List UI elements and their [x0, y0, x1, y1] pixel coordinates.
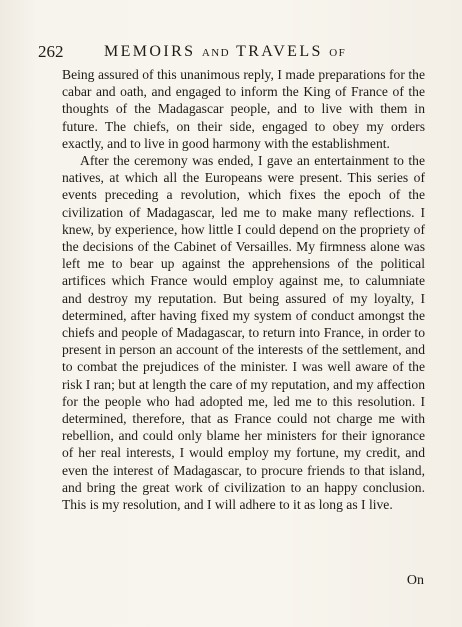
title-word-travels: TRAVELS	[236, 43, 323, 60]
paragraph-2: After the ceremony was ended, I gave an entertainment to the natives, at which all the Europeans were present. This series of events preceding a revolution, which fixes the epoch of the civilization of Madagascar, led me to make many reflections. I knew, by experience, how little I could depend on the propriety of the decisions of the Cabinet of Versailles. My firmness alone was left me to bear up against the apprehensions of the political artifices which France would employ against me, to calumniate and destroy my reputation. But being assured of my loyalty, I determined, after having fixed my system of conduct amongst the chiefs and people of Madagascar, to return into France, in order to present in person an account of the interests of the settlement, and to combat the prejudices of the minister. I was well aware of the risk I ran; but at length the care of my reputation, and my affection for the people who had adopted me, led me to this resolution. I determined, therefore, that as France could not charge me with rebellion, and could only blame her ministers for their ignorance of her real interests, I would employ my fortune, my credit, and even the interest of Madagascar, to procure friends to that island, and bring the great work of civilization to an happy conclusion. This is my resolution, and I will adhere to it as long as I live.	[62, 153, 425, 513]
body-text	[62, 66, 425, 513]
catchword: On	[406, 573, 424, 588]
paragraph-1: Being assured of this unanimous reply, I made preparations for the cabar and oath, and engaged to inform the King of France of the thoughts of the Madagascar people, and to live with them in future. The chiefs, on their side, engaged to obey my orders exactly, and to live in good harmony with the establishment.	[62, 67, 425, 151]
title-word-and: AND	[201, 47, 230, 59]
title-word-memoirs: MEMOIRS	[104, 43, 196, 60]
running-title	[104, 42, 346, 63]
page-number: 262	[38, 42, 64, 61]
title-word-of: OF	[329, 47, 347, 59]
running-header	[38, 42, 448, 62]
